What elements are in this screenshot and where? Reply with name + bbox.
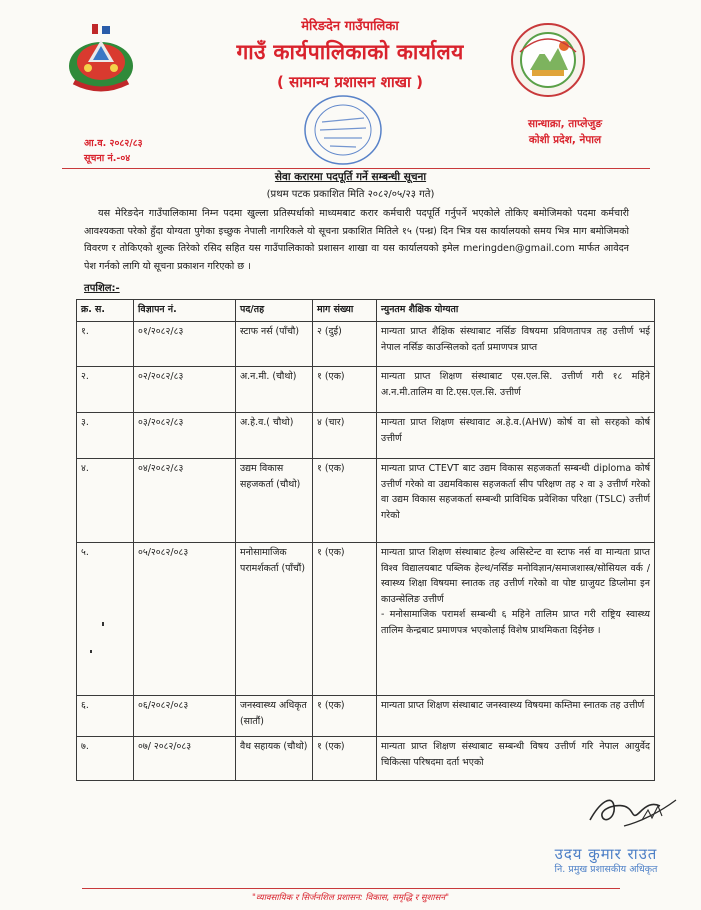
municipality-logo-icon [510, 22, 586, 98]
col-header-sn: क्र. स. [77, 300, 134, 322]
qualification-priority-note: - मनोसामाजिक परामर्श सम्बन्धी ६ महिने तालिम प्राप्त गरी राष्ट्रिय स्वास्थ्य तालिम केन्द्रबाट प्रमाणपत्र भएकोलाई विशेष प्राथमिकता दिईनेछ । [381, 609, 650, 636]
table-row [77, 737, 655, 781]
officer-name: उदय कुमार राउत [554, 845, 658, 863]
cell-qualification [377, 543, 655, 696]
nepal-emblem-icon [66, 22, 136, 94]
footer-divider [82, 888, 620, 889]
col-header-ad-no: विज्ञापन नं. [134, 300, 236, 322]
col-header-qualification: न्युनतम शैक्षिक योग्यता [377, 300, 655, 322]
table-row [77, 367, 655, 413]
fiscal-year: आ.व. २०८२/८३ [84, 138, 143, 149]
table-row [77, 322, 655, 367]
cell-qualification: मान्यता प्राप्त शिक्षण संस्थाबाट एस.एल.सि. उत्तीर्ण गरी १८ महिने अ.न.मी.तालिम वा टि.एस.एल.सि. उत्तीर्ण [377, 367, 655, 413]
cell-qualification: मान्यता प्राप्त शिक्षण संस्थावाट अ.हे.व.(AHW) कोर्ष वा सो सरहको कोर्ष उत्तीर्ण [377, 413, 655, 459]
vacancy-table [76, 299, 655, 781]
cell-sn: ३. [77, 413, 134, 459]
table-row [77, 459, 655, 543]
cell-post: जनस्वास्थ्य अधिकृत (सातौं) [236, 696, 313, 737]
cell-sn: १. [77, 322, 134, 367]
cell-post: अ.हे.व.( चौथो) [236, 413, 313, 459]
cell-qualification: मान्यता प्राप्त शिक्षण संस्थाबाट जनस्वास्थ्य विषयमा कम्तिमा स्नातक तह उत्तीर्ण [377, 696, 655, 737]
office-name: गाउँ कार्यपालिकाको कार्यालय [236, 40, 464, 64]
cell-post: स्टाफ नर्स (पाँचौ) [236, 322, 313, 367]
qualification-main: मान्यता प्राप्त शिक्षण संस्थाबाट हेल्थ असिस्टेन्ट वा स्टाफ नर्स वा मान्यता प्राप्त विश्व विद्यालयबाट पब्लिक हेल्थ/नर्सिङ मनोविज्ञान/समाजशास्त्र/सोसियल वर्क /स्वास्थ्य शिक्षा विषयमा स्नातक तह उत्तीर्ण गरेको वा पोष्ट ग्राजुयट डिप्लोमा इन काउन्सेलिङ उत्तीर्ण [381, 547, 650, 605]
cell-ad-no: ०५/२०८२/०८३ [134, 543, 236, 696]
office-round-stamp-icon [300, 92, 386, 168]
cell-post: अ.न.मी. (चौथो) [236, 367, 313, 413]
notice-number: सूचना नं.-०४ [84, 153, 131, 164]
cell-demand: २ (दुई) [313, 322, 377, 367]
cell-post: मनोसामाजिक परामर्शकर्ता (पाँचौं) [236, 543, 313, 696]
notice-title: सेवा करारमा पदपूर्ति गर्ने सम्बन्धी सूचना [274, 171, 427, 183]
table-row [77, 696, 655, 737]
cell-sn: ७. [77, 737, 134, 781]
cell-qualification: मान्यता प्राप्त CTEVT बाट उद्यम विकास सहजकर्ता सम्बन्धी diploma कोर्ष उत्तीर्ण गरेको वा उद्यमविकास सहजकर्ता सीप परिक्षण तह २ वा ३ उत्तीर्ण गरेको वा उद्यम विकास सहजकर्ता सम्बन्धी प्राविधिक प्रवेशिका परिक्षा (TSLC) उत्तीर्ण गरेको [377, 459, 655, 543]
cell-sn: ६. [77, 696, 134, 737]
footer-slogan: "व्यावसायिक र सिर्जनशिल प्रशासन: विकास, समृद्धि र सुशासन" [251, 893, 450, 903]
cell-ad-no: ०६/२०८२/०८३ [134, 696, 236, 737]
notice-subtitle: (प्रथम पटक प्रकाशित मिति २०८२/०५/२३ गते) [266, 189, 435, 200]
cell-ad-no: ०१/२०८२/८३ [134, 322, 236, 367]
handwritten-signature-icon [580, 772, 690, 840]
header-divider [62, 168, 650, 169]
address-line-1: सान्धाक्रा, ताप्लेजुङ [527, 118, 603, 130]
address-block [500, 116, 630, 148]
cell-demand: १ (एक) [313, 459, 377, 543]
cell-ad-no: ०३/२०८२/८३ [134, 413, 236, 459]
cell-post: वैध सहायक (चौथो) [236, 737, 313, 781]
col-header-demand: माग संख्या [313, 300, 377, 322]
cell-demand: १ (एक) [313, 696, 377, 737]
reference-block [84, 136, 143, 166]
cell-ad-no: ०७/ २०८२/०८३ [134, 737, 236, 781]
cell-qualification: मान्यता प्राप्त शिक्षण संस्थाबाट सम्बन्धी विषय उत्तीर्ण गरि नेपाल आयुर्वेद चिकित्सा परिषदमा दर्ता भएको [377, 737, 655, 781]
address-line-2: कोशी प्रदेश, नेपाल [528, 134, 602, 146]
cell-sn: ४. [77, 459, 134, 543]
table-row [77, 413, 655, 459]
section-name: ( सामान्य प्रशासन शाखा ) [277, 73, 423, 91]
officer-designation: नि. प्रमुख प्रशासकीय अधिकृत [554, 864, 658, 875]
cell-sn: २. [77, 367, 134, 413]
cell-qualification: मान्यता प्राप्त शैक्षिक संस्थाबाट नर्सिङ विषयमा प्रविणतापत्र तह उत्तीर्ण भई नेपाल नर्सिङ काउन्सिलको दर्ता प्रमाणपत्र प्राप्त [377, 322, 655, 367]
scan-speck [102, 622, 104, 626]
notice-body: यस मेरिङदेन गाउँपालिकामा निम्न पदमा खुल्ला प्रतिस्पर्धाको माध्यमबाट करार कर्मचारी पदपूर्ति गर्नुपर्ने भएकोले तोकिए बमोजिमको पदमा कर्मचारी आवश्यकता परेको हुँदा योग्यता पुगेका इच्छुक नेपाली नागरिकले यो सूचना प्रकाशित मितिले १५ (पन्ध्र) दिन भित्र यस कार्यालयको समय भित्र माग बमोजिमको विवरण र तोकिएको शुल्क तिरेको रसिद सहित यस गाउँपालिकाको प्रशासन शाखा वा यस कार्यालयको इमेल meringden@gmail.com मार्फत आवेदन पेश गर्नको लागि यो सूचना प्रकाशन गरिएको छ । [84, 208, 629, 272]
cell-sn: ५. [77, 543, 134, 696]
officer-name-stamp [516, 846, 696, 878]
cell-demand: १ (एक) [313, 367, 377, 413]
cell-post: उद्यम विकास सहजकर्ता (चौथो) [236, 459, 313, 543]
scan-speck [90, 650, 92, 653]
cell-ad-no: ०२/२०८२/८३ [134, 367, 236, 413]
cell-demand: १ (एक) [313, 543, 377, 696]
municipality-name: मेरिङदेन गाउँपालिका [301, 19, 399, 34]
cell-ad-no: ०४/२०८२/८३ [134, 459, 236, 543]
letterhead [150, 10, 550, 92]
table-row [77, 543, 655, 696]
cell-demand: ४ (चार) [313, 413, 377, 459]
cell-demand: १ (एक) [313, 737, 377, 781]
table-header-row [77, 300, 655, 322]
details-label: तपशिल:- [84, 283, 120, 294]
col-header-post: पद/तह [236, 300, 313, 322]
